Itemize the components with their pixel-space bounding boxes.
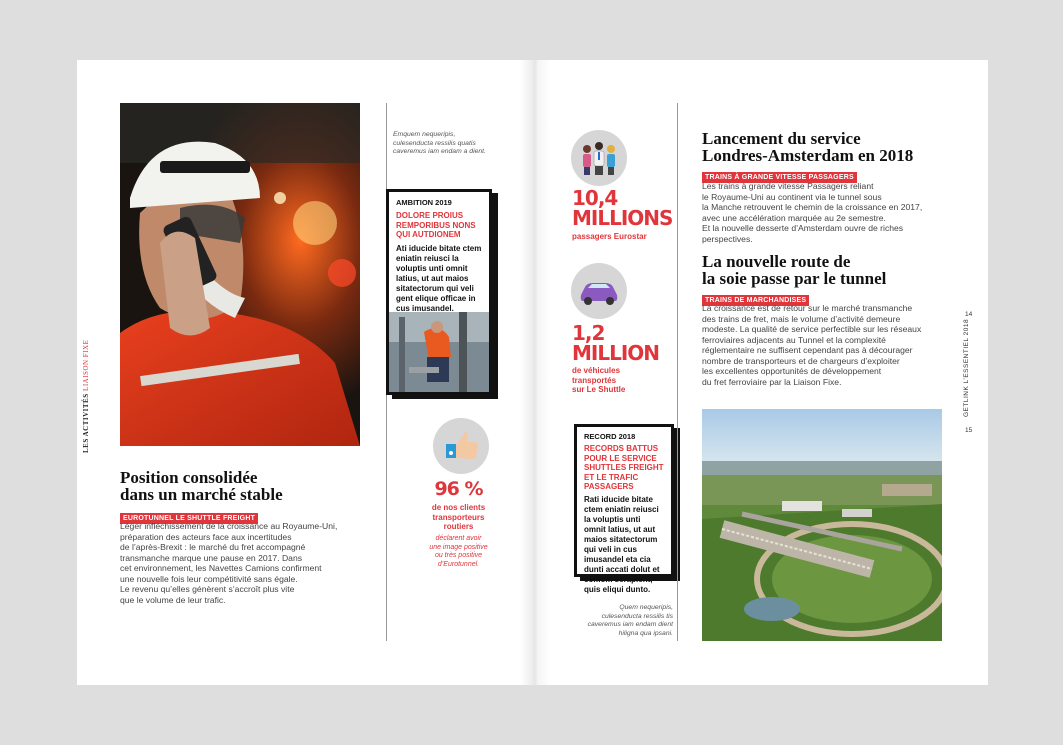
article1-body-line: perspectives. — [702, 233, 753, 244]
stat-96-label — [386, 503, 531, 532]
left-body-line: que le volume de leur trafic. — [120, 594, 226, 605]
article1-body-line: le Royaume-Uni au continent via le tunnel sous — [702, 191, 882, 202]
stat-vehicles-label — [572, 366, 625, 395]
stat-vehicles-label-line: sur Le Shuttle — [572, 385, 626, 394]
page-number-14: 14 — [965, 311, 973, 318]
worker-photo — [120, 103, 360, 446]
left-body-line: Le revenu qu’elles génèrent s’accroît plus vite — [120, 584, 295, 594]
article1-tag: TRAINS À GRANDE VITESSE PASSAGERS — [702, 172, 857, 183]
left-body-line: de l’après-Brexit : le marché du fret accompagné — [120, 542, 306, 552]
article2-body-line: La croissance est de retour sur le marché transmanche — [702, 303, 913, 313]
left-body-line: Léger infléchissement de la croissance au Royaume-Uni, — [120, 521, 338, 531]
right-column-rule — [677, 103, 678, 641]
article2-body-line: du fret ferroviaire par la Liaison Fixe. — [702, 376, 842, 387]
folio-side-label: GETLINK L’ESSENTIEL 2018 — [963, 318, 970, 417]
stat-96-label-line: transporteurs — [432, 512, 485, 522]
passengers-circle — [571, 130, 627, 186]
bottom-caption: Quem nequeripis, culesenducta ressilis tis caveremus iam endam dient hiligna qua ipsani. — [587, 604, 673, 637]
article2-title — [702, 253, 886, 287]
left-body-line: une nouvelle fois leur compétitivité sans égale. — [120, 573, 298, 584]
article2-title-line: la soie passe par le tunnel — [702, 269, 887, 288]
article2-title-line: La nouvelle route de — [702, 252, 851, 271]
box-label: AMBITION 2019 — [396, 198, 452, 207]
record-box-text: Rati iducide bitate ctem eniatin reiusci la voluptis unti omnit latius, ut aut maios sitatectorum qui veli in cus imusandel eta cia dunti accati dolut et comom serapient, quis eliqui dunto. — [584, 494, 660, 594]
stat-vehicles-label-line: de véhicules — [572, 366, 621, 375]
stat-passengers-line: MILLIONS — [572, 206, 673, 230]
left-title-line: Position consolidée — [120, 468, 258, 487]
article1-body-line: avec une accélération marquée au 2e semestre. — [702, 212, 886, 223]
article1-body-line: Et la nouvelle desserte d’Amsterdam ouvre de riches — [702, 223, 904, 233]
article1-title-line: Lancement du service — [702, 129, 861, 148]
article2-body-line: nombre de transporteurs et de chargeurs d’exploiter — [702, 355, 900, 366]
spine-shadow — [520, 60, 550, 685]
car-circle — [571, 263, 627, 319]
record-box-heading: RECORDS BATTUS POUR LE SERVICE SHUTTLES FREIGHT ET LE TRAFIC PASSAGERS — [584, 444, 664, 491]
stat-96-number: 96 % — [434, 478, 483, 500]
article1-body-line: la Manche retrouvent le chemin de la croissance en 2017, — [702, 202, 923, 212]
article1-title — [702, 130, 913, 164]
side-label-activites: LES ACTIVITÉS — [82, 393, 90, 453]
side-section-label — [82, 293, 90, 453]
article1-body — [702, 181, 947, 244]
article2-body-line: réglementaire ne suffisent cependant pas à décourager — [702, 345, 913, 355]
box-heading: DOLORE PROIUS REMPORIBUS NONS QUI AUTDIONEM — [396, 211, 476, 239]
thumbs-up-circle — [433, 418, 489, 474]
passengers-icon — [571, 130, 627, 186]
side-label-liaison: LIAISON FIXE — [82, 339, 90, 391]
left-body-line: cet environnement, les Navettes Camions confirment — [120, 563, 322, 573]
thumbs-up-icon — [433, 418, 489, 474]
stat-96-note-line: ou très positive — [434, 552, 483, 559]
stat-96-note — [386, 535, 531, 569]
box-photo — [389, 312, 489, 392]
stat-96-label-line: de nos clients — [431, 503, 486, 512]
article1-title-line: Londres-Amsterdam en 2018 — [702, 146, 914, 165]
article1-body-line: Les trains à grande vitesse Passagers reliant — [702, 181, 874, 191]
stat-96-note-line: d’Eurotunnel. — [437, 560, 480, 568]
stat-passengers-label: passagers Eurostar — [572, 232, 647, 241]
stat-vehicles-line: 1,2 — [572, 321, 605, 345]
left-body — [120, 521, 380, 605]
stat-96-label-line: routiers — [443, 522, 474, 531]
article2-body-line: les excellentes opportunités de développement — [702, 366, 882, 376]
left-title — [120, 469, 283, 503]
stat-vehicles-number — [572, 323, 659, 363]
left-body-line: préparation des acteurs face aux incertitudes — [120, 531, 292, 542]
left-body-line: transmanche marque une pause en 2017. Dans — [120, 552, 303, 563]
stat-passengers-line: 10,4 — [572, 186, 618, 210]
article2-body-line: des trains de fret, mais le volume d’activité demeure — [702, 313, 901, 324]
article2-body-line: ferroviaires adjacents au Tunnel et la complexité — [702, 334, 886, 345]
ambition-box — [386, 189, 492, 395]
car-icon — [571, 263, 627, 319]
photo-caption: Emquem nequeripis, culesenducta ressilis quatis caveremus iam endam a dient. — [393, 131, 486, 155]
aerial-terminal-photo — [702, 409, 942, 641]
record-box — [574, 424, 674, 594]
left-tag: EUROTUNNEL LE SHUTTLE FREIGHT — [120, 513, 258, 524]
article2-body-line: modeste. La qualité de service perfectible sur les réseaux — [702, 324, 922, 334]
stat-vehicles-label-line: transportés — [572, 375, 617, 385]
stat-passengers-number — [572, 188, 672, 228]
page-number-15: 15 — [965, 427, 973, 434]
stat-vehicles-line: MILLION — [572, 341, 660, 365]
record-box-label: RECORD 2018 — [584, 432, 636, 441]
box-text: Ati iducide bitate ctem eniatin reiusci la voluptis unti omnit latius, ut aut maios sitatectorum qui veli gent elique officae in cus imusandel. — [396, 243, 482, 313]
left-title-line: dans un marché stable — [120, 485, 283, 504]
article2-body — [702, 303, 947, 387]
article2-tag: TRAINS DE MARCHANDISES — [702, 295, 809, 306]
stat-96-note-line: déclarent avoir — [435, 535, 482, 542]
stat-96-note-line: une image positive — [429, 543, 488, 551]
